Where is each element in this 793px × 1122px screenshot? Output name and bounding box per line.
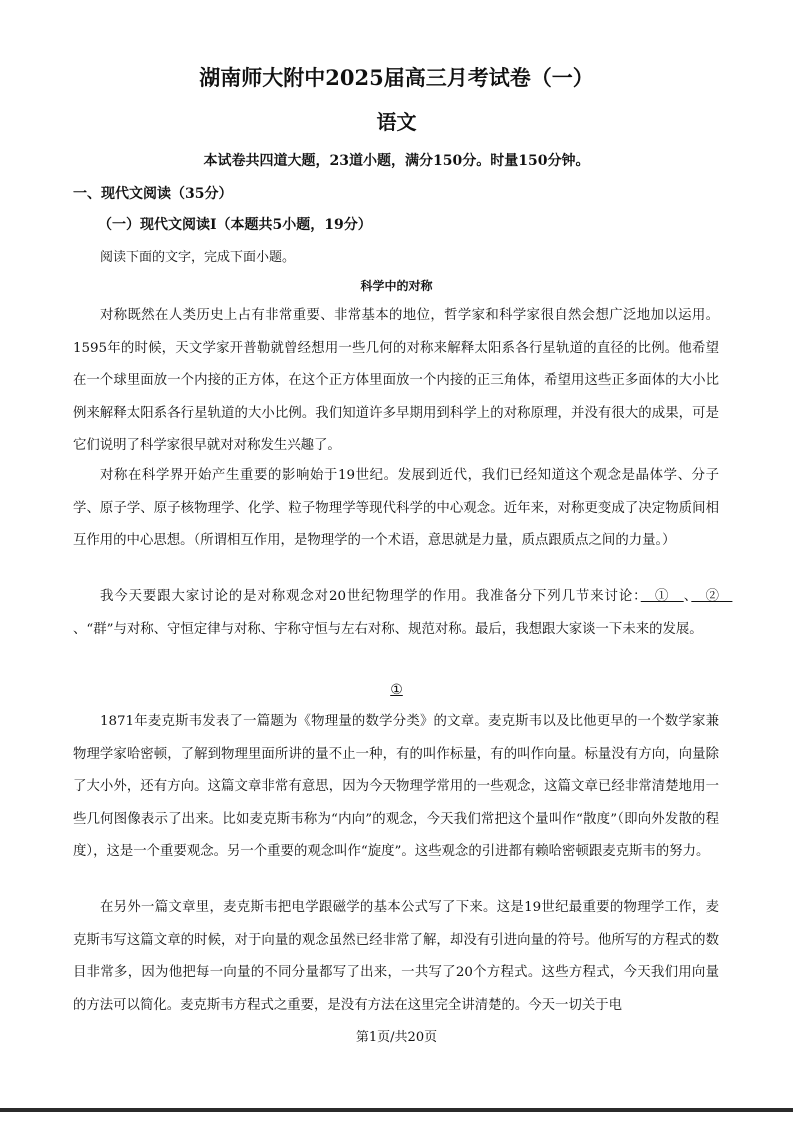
exam-title: 湖南师大附中2025届高三月考试卷（一） [199, 65, 594, 90]
blank-1: ① [640, 589, 684, 604]
page-number: 第1页/共20页 [355, 1030, 438, 1045]
section-marker-1: ① [390, 682, 403, 698]
bottom-divider [0, 1108, 793, 1112]
subsection-heading: （一）现代文阅读Ⅰ（本题共5小题，19分） [98, 217, 372, 233]
paragraph-3-separator: 、 [683, 589, 692, 604]
paragraph-5: 在另外一篇文章里，麦克斯韦把电学跟磁学的基本公式写了下来。这是19世纪最重要的物理学工作，麦克斯韦写这篇文章的时候，对于向量的观念虽然已经非常了解，却没有引进向量的符号。他所写的方程式的数目非常多，因为他把每一向量的不同分量都写了出来，一共写了20个方程式。这些方程式，今天我们用向量的方法可以简化。麦克斯韦方程式之重要，是没有方法在这里完全讲清楚的。今天一切关于电 [73, 900, 719, 1013]
article-title: 科学中的对称 [360, 279, 433, 293]
subject-title: 语文 [376, 110, 417, 134]
paragraph-3 [73, 581, 733, 646]
paragraph-3-text-a: 我今天要跟大家讨论的是对称观念对20世纪物理学的作用。我准备分下列几节来讨论： [100, 589, 641, 604]
paragraph-4: 1871年麦克斯韦发表了一篇题为《物理量的数学分类》的文章。麦克斯韦以及比他更早的一个数学家兼物理学家哈密顿，了解到物理里面所讲的量不止一种，有的叫作标量，有的叫作向量。标量没有方向，向量除了大小外，还有方向。这篇文章非常有意思，因为今天物理学常用的一些观念，这篇文章已经非常清楚地用一些几何图像表示了出来。比如麦克斯韦称为“内向”的观念，今天我们常把这个量叫作“散度”（即向外发散的程度），这是一个重要观念。另一个重要的观念叫作“旋度”。这些观念的引进都有赖哈密顿跟麦克斯韦的努力。 [73, 714, 719, 859]
paragraph-1: 对称既然在人类历史上占有非常重要、非常基本的地位，哲学家和科学家很自然会想广泛地加以运用。1595年的时候，天文学家开普勒就曾经想用一些几何的对称来解释太阳系各行星轨道的直径的比例。他希望在一个球里面放一个内接的正方体，在这个正方体里面放一个内接的正三角体，希望用这些正多面体的大小比例来解释太阳系各行星轨道的大小比例。我们知道许多早期用到科学上的对称原理，并没有很大的成果，可是它们说明了科学家很早就对对称发生兴趣了。 [73, 308, 719, 453]
section-heading: 一、现代文阅读（35分） [73, 186, 233, 202]
paragraph-2: 对称在科学界开始产生重要的影响始于19世纪。发展到近代，我们已经知道这个观念是晶体学、分子学、原子学、原子核物理学、化学、粒子物理学等现代科学的中心观念。近年来，对称更变成了决定物质间相互作用的中心思想。（所谓相互作用，是物理学的一个术语，意思就是力量，质点跟质点之间的力量。） [73, 468, 719, 548]
blank-2: ② [691, 589, 733, 604]
exam-notice: 本试卷共四道大题，23道小题，满分150分。时量150分钟。 [203, 153, 590, 169]
paragraph-3-text-b: 、“群”与对称、守恒定律与对称、宇称守恒与左右对称、规范对称。最后，我想跟大家谈一下未来的发展。 [73, 621, 703, 637]
reading-instruction: 阅读下面的文字，完成下面小题。 [100, 250, 296, 265]
